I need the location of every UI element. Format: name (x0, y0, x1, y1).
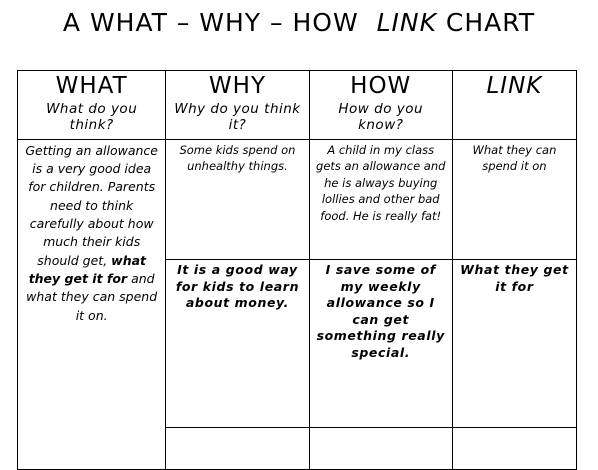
why-question: Why do you think it? (174, 101, 301, 133)
link-cell-1 (452, 139, 576, 259)
what-text-start: Getting an allowance is a very good idea for children. Parents need to think carefully about how much their kids should get, (25, 142, 158, 268)
link-text-2: What they get it for (460, 262, 569, 294)
table-row (18, 139, 577, 259)
what-question: What do you think? (46, 101, 138, 133)
link-header-cell (452, 71, 576, 140)
header-row (18, 71, 577, 140)
what-cell (18, 139, 166, 469)
why-heading: WHY (208, 73, 266, 99)
why-cell-3 (166, 427, 309, 469)
why-text-2: It is a good way for kids to learn about money. (175, 262, 300, 311)
how-header-cell (309, 71, 452, 140)
link-cell-3 (452, 427, 576, 469)
link-cell-2 (452, 260, 576, 428)
what-header-cell (18, 71, 166, 140)
why-header-cell (166, 71, 309, 140)
how-question: How do you know? (338, 101, 424, 133)
link-text-1: What they can spend it on (472, 142, 557, 174)
why-cell-1 (166, 139, 309, 259)
how-cell-3 (309, 427, 452, 469)
link-chart-table (17, 70, 577, 470)
how-heading: HOW (350, 73, 412, 99)
title-link-word: LINK (376, 8, 437, 37)
what-cell-text (22, 142, 161, 325)
title-suffix: CHART (436, 8, 536, 37)
what-text-bold: what they get it for (28, 252, 147, 286)
page-title (0, 8, 598, 37)
how-cell-2 (309, 260, 452, 428)
how-text-1: A child in my class gets an allowance and he is always buying lollies and other bad food. He is really fat! (316, 142, 446, 223)
what-heading: WHAT (55, 73, 128, 99)
link-heading: LINK (486, 73, 543, 99)
title-prefix: A WHAT – WHY – HOW (62, 8, 377, 37)
why-cell-2 (166, 260, 309, 428)
what-text-end: and what they can spend it on. (26, 270, 158, 323)
how-cell-1 (309, 139, 452, 259)
how-text-2: I save some of my weekly allowance so I can get something really special. (316, 262, 445, 360)
why-text-1: Some kids spend on unhealthy things. (179, 142, 296, 174)
